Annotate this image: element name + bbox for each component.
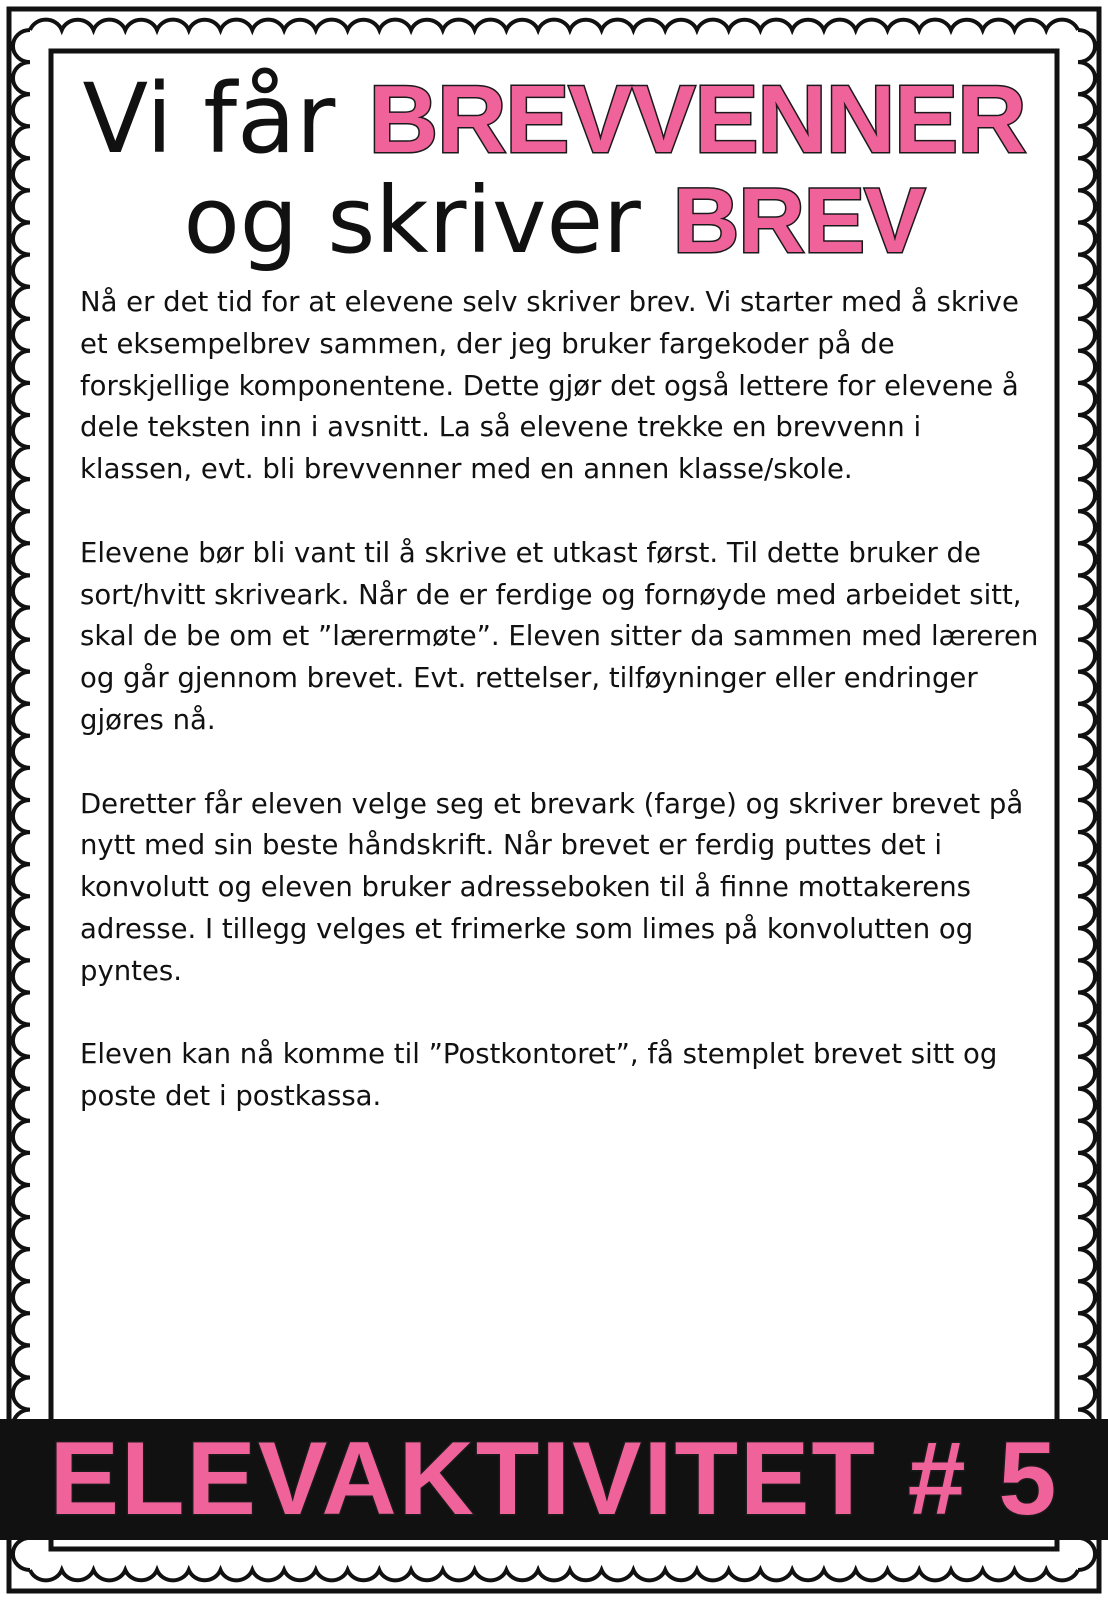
body-text xyxy=(80,282,1040,1160)
title-plain-1: Vi får xyxy=(82,63,336,175)
title-line-2 xyxy=(0,168,1108,274)
title-line-1 xyxy=(0,64,1108,175)
paragraph-draft: Elevene bør bli vant til å skrive et utkast først. Til dette bruker de sort/hvitt skriveark. Når de er ferdige og fornøyde med arbeidet sitt, skal de be om et ”lærermøte”. Eleven sitter da sammen med læreren og går gjennom brevet. Evt. rettelser, tilføyninger eller endringer gjøres nå. xyxy=(80,536,1039,736)
paragraph-post-office: Eleven kan nå komme til ”Postkontoret”, få stemplet brevet sitt og poste det i postkassa. xyxy=(80,1038,998,1113)
paragraph-final-copy: Deretter får eleven velge seg et brevark (farge) og skriver brevet på nytt med sin beste håndskrift. Når brevet er ferdig puttes det i konvolutt og eleven bruker adresseboken til å finne mottakerens adresse. I tillegg velges et frimerke som limes på konvolutten og pyntes. xyxy=(80,787,1024,987)
title-accent-brev: BREV xyxy=(672,170,925,272)
title-accent-brevvenner: BREVVENNER xyxy=(368,66,1026,173)
title-plain-2: og skriver xyxy=(183,167,641,274)
activity-banner xyxy=(0,1419,1108,1540)
banner-title: ELEVAKTIVITET # 5 xyxy=(49,1421,1059,1537)
paragraph-intro: Nå er det tid for at elevene selv skriver brev. Vi starter med å skrive et eksempelbrev sammen, der jeg bruker fargekoder på de forskjellige komponentene. Dette gjør det også lettere for elevene å dele teksten inn i avsnitt. La så elevene trekke en brevvenn i klassen, evt. bli brevvenner med en annen klasse/skole. xyxy=(80,286,1019,486)
